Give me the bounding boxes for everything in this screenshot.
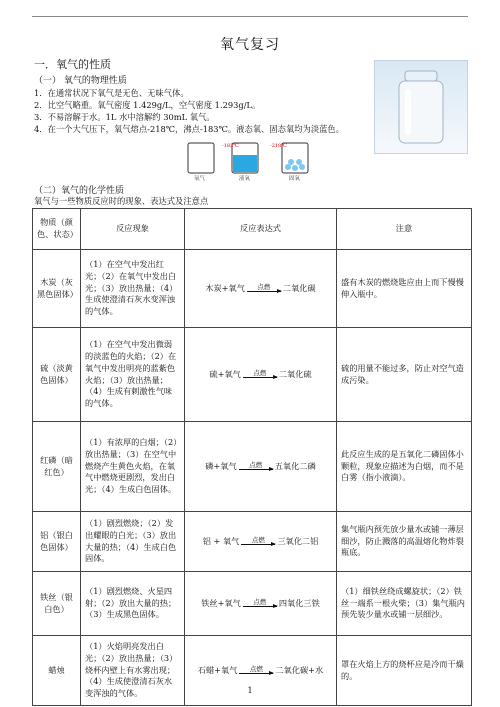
header-substance: 物质（颜色、状态）	[33, 209, 81, 250]
jar-label-solid: 固氧	[289, 176, 301, 181]
note-cell: 硫的用量不能过多，防止对空气造成污染。	[337, 328, 472, 422]
substance-cell: 铝（银白色固体）	[33, 512, 81, 572]
expression-cell	[185, 250, 337, 328]
reaction-condition: 点燃	[253, 598, 267, 607]
note-cell: （1）细铁丝绕成螺旋状；（2）铁丝一端系一根火柴；（3）集气瓶内预先装少量水或铺一层细沙。	[337, 572, 472, 636]
reaction-condition: 点燃	[249, 461, 263, 470]
note-cell: 此反应生成的是五氧化二磷固体小颗粒，现象应描述为白烟，而不是白雾（指小液滴）。	[337, 422, 472, 512]
substance-cell: 硫（淡黄色固体）	[33, 328, 81, 422]
reaction-arrow-icon	[241, 537, 275, 545]
table-header-row	[33, 209, 472, 250]
phenomenon-cell: （1）剧烈燃烧、火星四射；（2）放出大量的热；（3）生成黑色固体。	[81, 572, 185, 636]
gas-oxygen-jar-icon	[188, 143, 214, 173]
substance-cell: 蜡烛	[33, 636, 81, 706]
gas-jar-photo	[374, 60, 468, 154]
expression-cell	[185, 422, 337, 512]
expression-cell	[185, 328, 337, 422]
expression-cell	[185, 636, 337, 706]
phenomenon-cell: （1）在空气中发出微弱的淡蓝色的火焰；（2）在氧气中发出明亮的蓝紫色火焰；（3）放出热量；（4）生成有刺激性气味的气体。	[81, 328, 185, 422]
reactants: 石蜡+氧气	[197, 664, 238, 675]
reaction-condition: 点燃	[253, 369, 267, 378]
products: 二氧化碳	[282, 282, 316, 293]
reactants: 铝 + 氧气	[202, 535, 240, 546]
section-heading: 一．氧气的性质	[34, 58, 111, 71]
table-row	[33, 636, 472, 706]
temp-label-liquid: -183℃	[222, 143, 239, 149]
reaction-table	[32, 208, 472, 706]
chemical-properties-heading: （二）氧气的化学性质	[34, 186, 125, 196]
gas-jar-icon	[375, 61, 467, 153]
reactants: 铁丝+氧气	[201, 597, 241, 608]
reactants: 硫+氧气	[209, 368, 241, 379]
temp-label-solid: -218℃	[270, 143, 287, 149]
page-title: 氧气复习	[220, 37, 280, 53]
reaction-arrow-icon	[247, 284, 281, 292]
header-rule	[32, 16, 468, 17]
phenomenon-cell: （1）火焰明亮发出白光；（2）放出热量；（3）烧杯内壁上有水雾出现；（4）生成使澄清石灰水变浑浊的气体。	[81, 636, 185, 706]
substance-cell: 铁丝（银白色）	[33, 572, 81, 636]
table-row	[33, 250, 472, 328]
note-cell: 盛有木炭的燃烧匙应由上而下慢慢伸入瓶中。	[337, 250, 472, 328]
property-line-1: 1．在通常状况下氧气是无色、无味气体。	[34, 88, 189, 98]
table-row	[33, 422, 472, 512]
reaction-condition: 点燃	[251, 536, 265, 545]
header-note: 注意	[337, 209, 472, 250]
property-line-4: 4．在一个大气压下，氧气熔点-218℃，沸点-183℃。液态氧、固态氧均为淡蓝色。	[34, 124, 345, 134]
table-row	[33, 328, 472, 422]
jar-label-gas: 氧气	[194, 176, 206, 181]
substance-cell: 红磷（暗红色）	[33, 422, 81, 512]
jar-label-liquid: 液氧	[239, 176, 251, 181]
phenomenon-cell: （1）在空气中发出红光；（2）在氧气中发出白光；（3）放出热量；（4）生成使澄清石灰水变浑浊的气体。	[81, 250, 185, 328]
oxygen-states-illustration	[182, 137, 322, 181]
reactants: 木炭+氧气	[205, 282, 245, 293]
expression-cell	[185, 512, 337, 572]
reaction-arrow-icon	[239, 462, 273, 470]
property-line-3: 3．不易溶解于水。1L 水中溶解约 30mL 氧气。	[34, 112, 215, 122]
header-expression: 反应表达式	[185, 209, 337, 250]
products: 二氧化碳+水	[275, 664, 324, 675]
expression-cell	[185, 572, 337, 636]
products: 四氧化三铁	[278, 597, 320, 608]
products: 三氧化二铝	[277, 535, 319, 546]
table-intro: 氧气与一些物质反应时的现象、表达式及注意点	[34, 196, 209, 206]
property-line-2: 2．比空气略重。氧气密度 1.429g/L，空气密度 1.293g/L。	[34, 100, 261, 110]
reaction-condition: 点燃	[249, 665, 263, 674]
page-number: 1	[247, 686, 253, 695]
reaction-arrow-icon	[239, 666, 273, 674]
note-cell: 罩在火焰上方的烧杯应是冷而干燥的。	[337, 636, 472, 706]
note-cell: 集气瓶内预先放少量水或铺一薄层细沙，防止溅落的高温熔化物炸裂瓶底。	[337, 512, 472, 572]
table-row	[33, 512, 472, 572]
reactants: 磷+氧气	[205, 460, 237, 471]
products: 五氧化二磷	[274, 460, 316, 471]
products: 二氧化硫	[278, 368, 312, 379]
phenomenon-cell: （1）剧烈燃烧；（2）发出耀眼的白光；（3）放出大量的热；（4）生成白色固体。	[81, 512, 185, 572]
phenomenon-cell: （1）有浓厚的白烟；（2）放出热量；（3）在空气中燃烧产生黄色火焰，在氧气中燃烧更剧烈，发出白光；（4）生成白色固体。	[81, 422, 185, 512]
subsection-heading: （一） 氧气的物理性质	[34, 76, 127, 86]
substance-cell: 木炭（灰黑色固体）	[33, 250, 81, 328]
header-phenomenon: 反应现象	[81, 209, 185, 250]
reaction-arrow-icon	[243, 599, 277, 607]
reaction-arrow-icon	[243, 370, 277, 378]
table-row	[33, 572, 472, 636]
reaction-condition: 点燃	[257, 283, 271, 292]
